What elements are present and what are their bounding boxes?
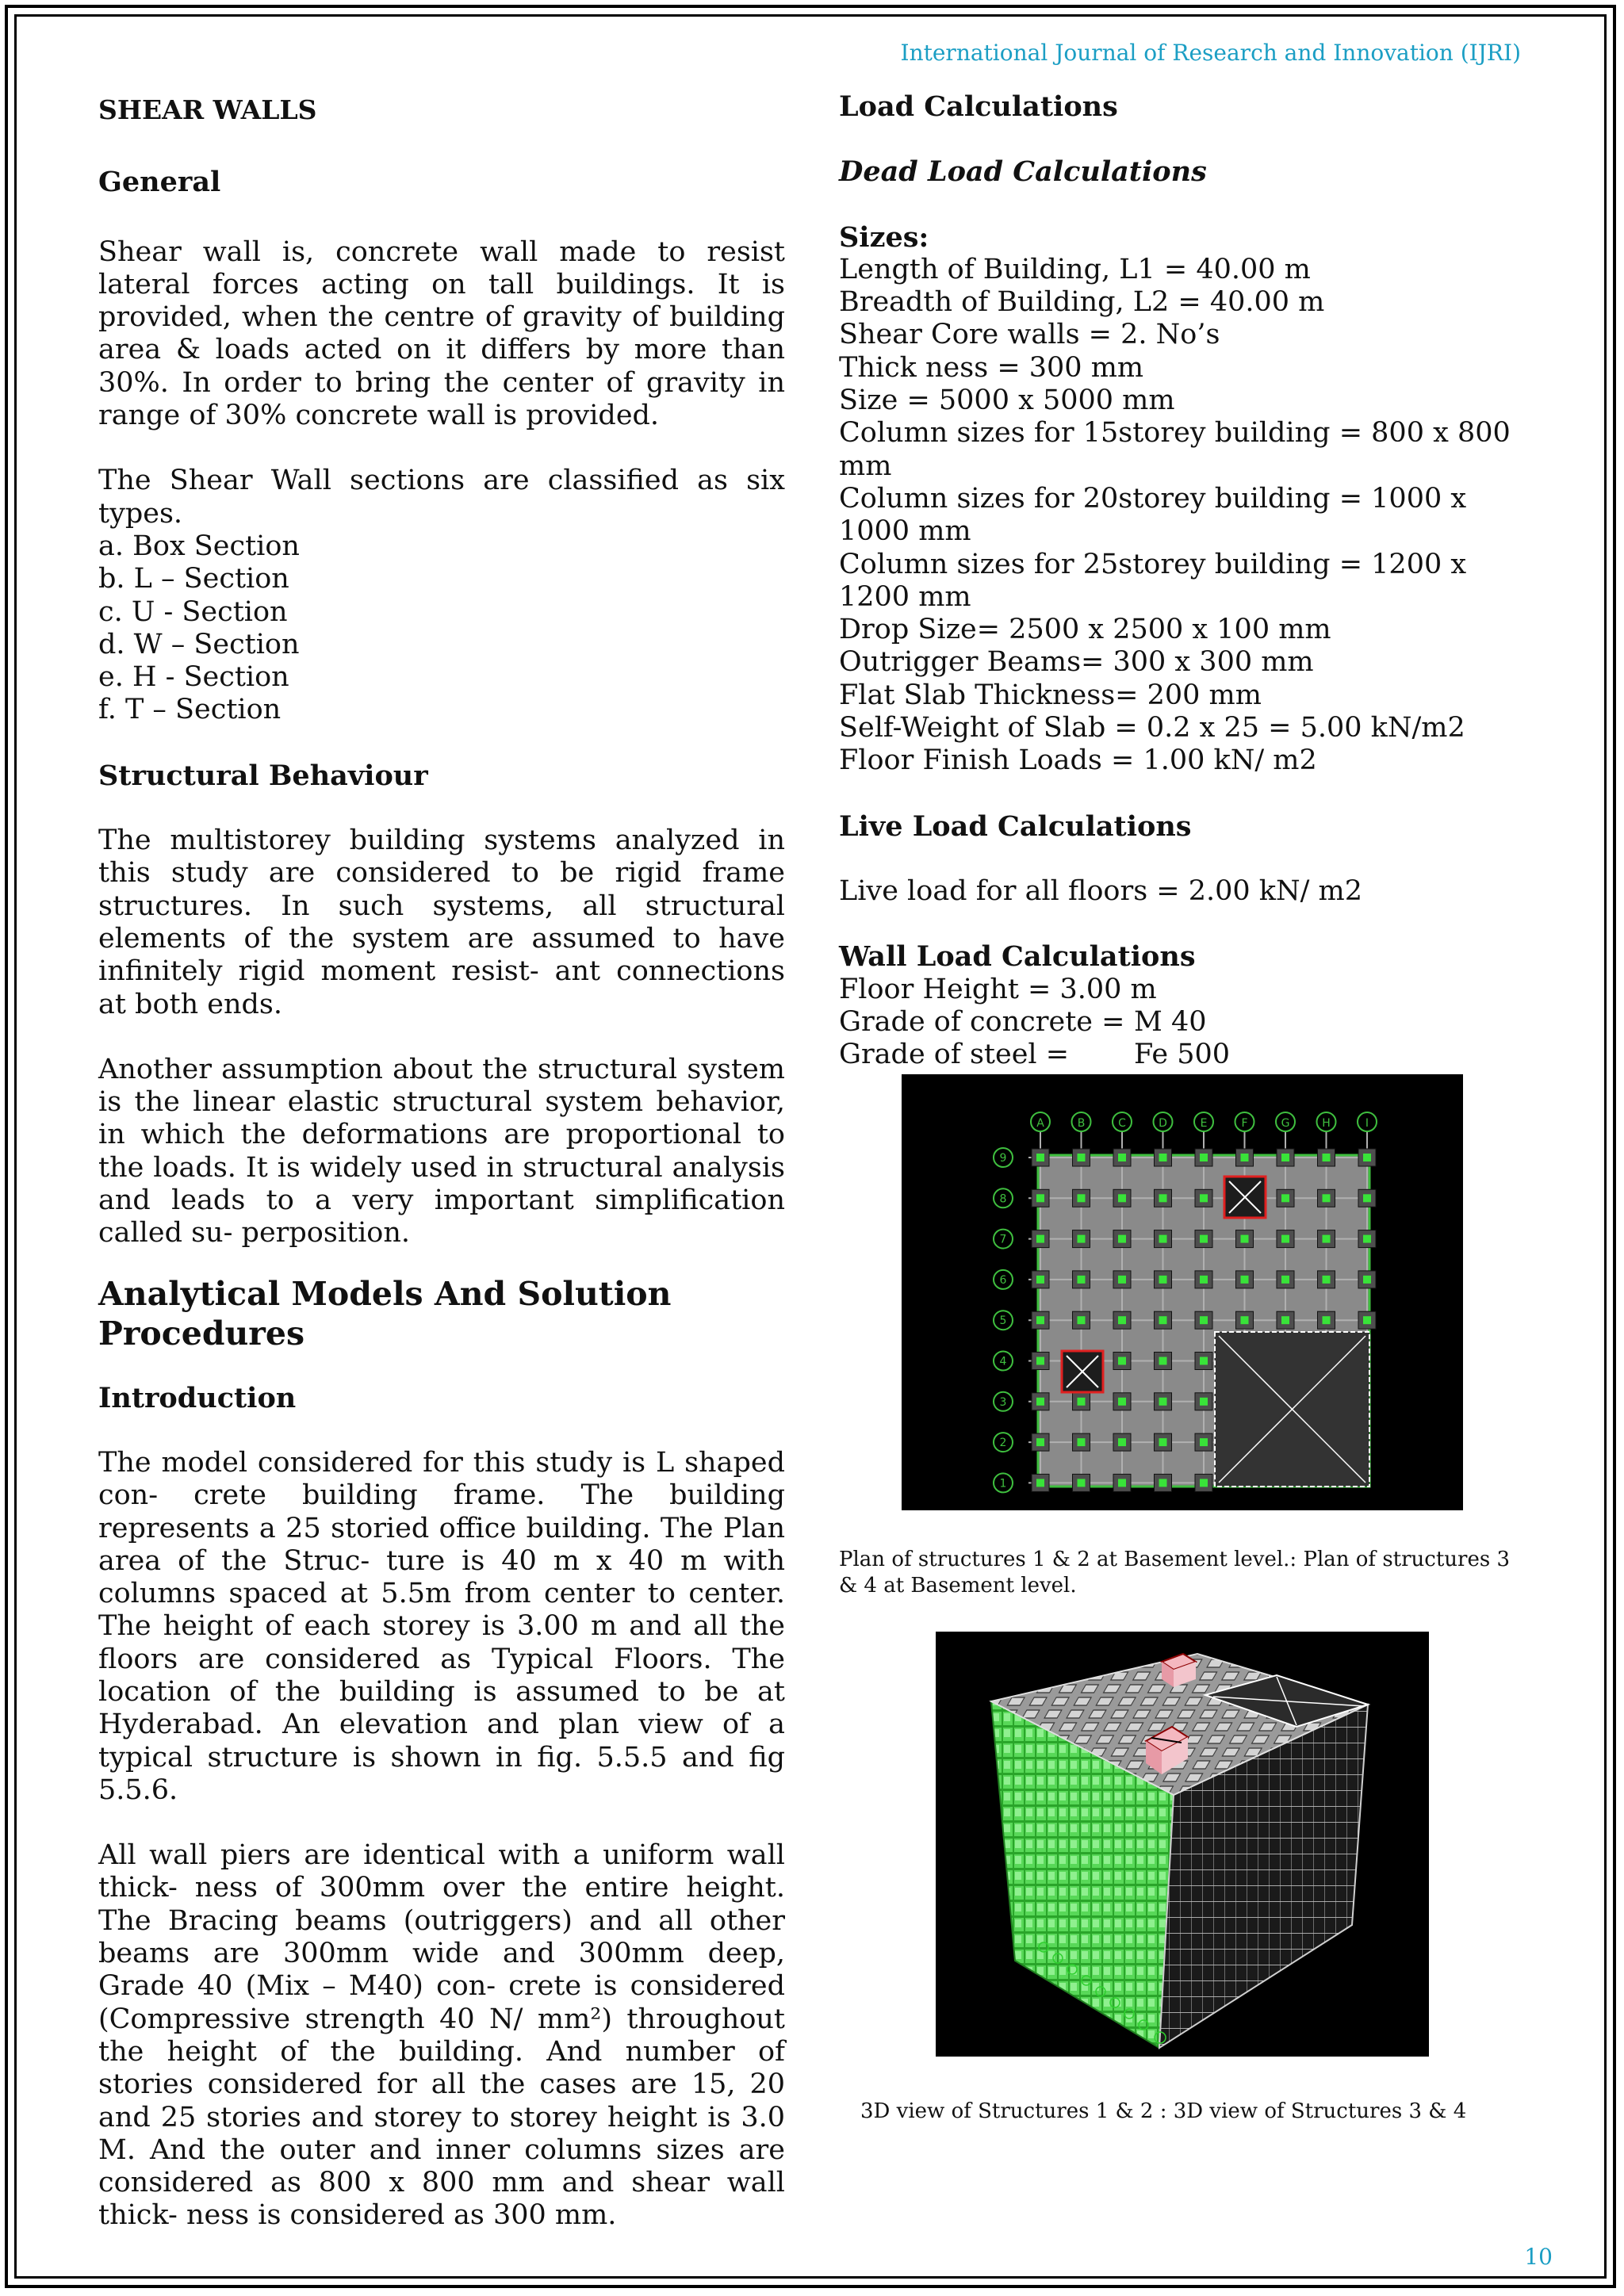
heading-structural-behaviour: Structural Behaviour (98, 759, 428, 792)
size-item: Breadth of Building, L2 = 40.00 m (839, 286, 1325, 319)
plan-column-node (1078, 1438, 1086, 1446)
plan-view-figure (902, 1074, 1463, 1510)
plan-column-node (1159, 1276, 1167, 1284)
introduction-paragraph-1: The model considered for this study is L shaped con- crete building frame. The building represents a 25 storied office building. The Plan area of the Struc- ture is 40 m x 40 m with columns spaced at 5.5m from center to center. The height of each storey is 3.00 m and all the floors are considered as Typical Floors. The location of the building is assumed to be at Hyderabad. An elevation and plan view of a typical structure is shown in fig. 5.5.5 and fig 5.5.6. (98, 1446, 785, 1806)
heading-general: General (98, 166, 221, 199)
journal-header: International Journal of Research and Innovation (IJRI) (900, 40, 1521, 66)
grade-steel-value: Fe 500 (1134, 1039, 1231, 1071)
plan-column-node (1159, 1316, 1167, 1324)
3d-caption: 3D view of Structures 1 & 2 : 3D view of Structures 3 & 4 (860, 2099, 1467, 2123)
plan-grid-label: 6 (999, 1273, 1007, 1287)
heading-dead-load: Dead Load Calculations (839, 155, 1207, 189)
section-type-item: b. L – Section (98, 563, 289, 595)
plan-column-node (1363, 1316, 1371, 1324)
plan-column-node (1323, 1276, 1331, 1284)
sizes-list (839, 254, 1526, 778)
plan-caption: Plan of structures 1 & 2 at Basement level.: Plan of structures 3 & 4 at Basement level. (839, 1548, 1511, 1598)
size-item: Column sizes for 20storey building = 1000 x 1000 mm (839, 482, 1467, 548)
plan-column-node (1281, 1194, 1289, 1202)
plan-grid-label: I (1365, 1117, 1369, 1130)
heading-introduction: Introduction (98, 1381, 297, 1414)
plan-column-node (1118, 1194, 1126, 1202)
heading-analytical-models: Analytical Models And Solution Procedures (98, 1274, 672, 1353)
grade-concrete-label: Grade of concrete = (839, 1005, 1125, 1038)
size-item: Column sizes for 25storey building = 1200 x 1200 mm (839, 548, 1467, 613)
plan-column-node (1159, 1479, 1167, 1487)
plan-column-node (1078, 1316, 1086, 1324)
plan-grid-label: 4 (999, 1355, 1007, 1368)
plan-view-drawing (902, 1074, 1463, 1510)
plan-column-node (1036, 1235, 1044, 1243)
plan-column-node (1078, 1235, 1086, 1243)
plan-column-node (1323, 1235, 1331, 1243)
plan-grid-label: B (1077, 1117, 1086, 1130)
plan-column-node (1200, 1316, 1208, 1324)
3d-view-drawing (936, 1632, 1429, 2057)
general-paragraph: Shear wall is, concrete wall made to resist lateral forces acting on tall buildings. It is provided, when the centre of gravity of building area & loads acted on it differs by more than 30%. In order to bring the center of gravity in range of 30% concrete wall is provided. (98, 235, 785, 432)
section-type-item: a. Box Section (98, 530, 300, 562)
size-item: Thick ness = 300 mm (839, 351, 1144, 384)
plan-column-node (1323, 1316, 1331, 1324)
plan-column-node (1281, 1235, 1289, 1243)
size-item: Shear Core walls = 2. No’s (839, 319, 1220, 351)
plan-column-node (1200, 1357, 1208, 1365)
plan-column-node (1118, 1235, 1126, 1243)
plan-column-node (1241, 1154, 1249, 1161)
plan-grid-label: 7 (999, 1233, 1007, 1246)
plan-column-node (1241, 1316, 1249, 1324)
plan-column-node (1323, 1194, 1331, 1202)
heading-sizes: Sizes: (839, 220, 929, 254)
heading-live-load: Live Load Calculations (839, 809, 1192, 843)
plan-column-node (1200, 1194, 1208, 1202)
section-type-item: c. U - Section (98, 595, 288, 628)
size-item: Self-Weight of Slab = 0.2 x 25 = 5.00 kN/m2 (839, 712, 1465, 744)
plan-column-node (1159, 1398, 1167, 1406)
grade-concrete-value: M 40 (1134, 1005, 1207, 1038)
plan-column-node (1036, 1276, 1044, 1284)
plan-column-node (1281, 1316, 1289, 1324)
plan-column-node (1363, 1154, 1371, 1161)
plan-column-node (1078, 1194, 1086, 1202)
section-type-item: f. T – Section (98, 694, 282, 726)
grade-concrete-row (839, 1006, 1526, 1039)
section-type-item: d. W – Section (98, 628, 300, 660)
plan-column-node (1159, 1357, 1167, 1365)
plan-column-node (1036, 1316, 1044, 1324)
floor-height: Floor Height = 3.00 m (839, 973, 1157, 1005)
plan-column-node (1118, 1316, 1126, 1324)
plan-column-node (1363, 1235, 1371, 1243)
plan-column-node (1118, 1438, 1126, 1446)
plan-column-node (1200, 1154, 1208, 1161)
plan-column-node (1036, 1194, 1044, 1202)
plan-column-node (1200, 1479, 1208, 1487)
plan-grid-label: D (1159, 1117, 1167, 1130)
plan-column-node (1078, 1276, 1086, 1284)
section-types-list (98, 530, 785, 727)
size-item: Outrigger Beams= 300 x 300 mm (839, 646, 1314, 679)
plan-column-node (1036, 1438, 1044, 1446)
size-item: Flat Slab Thickness= 200 mm (839, 679, 1262, 711)
size-item: Size = 5000 x 5000 mm (839, 385, 1175, 417)
plan-column-node (1363, 1194, 1371, 1202)
plan-column-node (1078, 1154, 1086, 1161)
behaviour-paragraph-2: Another assumption about the structural system is the linear elastic structural system behavior, in which the deformations are proportional to the loads. It is widely used in structural analysis and leads to a very important simplification called su- perposition. (98, 1053, 785, 1249)
plan-grid-label: 3 (999, 1395, 1007, 1409)
plan-column-node (1200, 1398, 1208, 1406)
plan-column-node (1241, 1276, 1249, 1284)
plan-column-node (1281, 1154, 1289, 1161)
right-column (839, 90, 1526, 1071)
plan-column-node (1200, 1235, 1208, 1243)
plan-column-node (1118, 1154, 1126, 1161)
heading-wall-load: Wall Load Calculations (839, 940, 1196, 974)
plan-column-node (1200, 1438, 1208, 1446)
plan-grid-label: F (1241, 1117, 1248, 1130)
plan-column-node (1118, 1357, 1126, 1365)
plan-column-node (1159, 1154, 1167, 1161)
plan-column-node (1323, 1154, 1331, 1161)
3d-view-figure (936, 1632, 1429, 2057)
plan-grid-label: 9 (999, 1152, 1007, 1165)
plan-column-node (1078, 1398, 1086, 1406)
plan-column-node (1036, 1154, 1044, 1161)
size-item: Length of Building, L1 = 40.00 m (839, 253, 1311, 285)
behaviour-paragraph-1: The multistorey building systems analyzed in this study are considered to be rigid frame structures. In such systems, all structural elements of the system are assumed to have infinitely rigid moment resist- ant connections at both ends. (98, 825, 785, 1020)
page-number: 10 (1524, 2244, 1553, 2270)
plan-column-node (1159, 1438, 1167, 1446)
plan-column-node (1036, 1479, 1044, 1487)
plan-grid-label: H (1322, 1117, 1331, 1130)
section-title-shear-walls: SHEAR WALLS (98, 94, 317, 125)
size-item: Drop Size= 2500 x 2500 x 100 mm (839, 614, 1331, 646)
live-load-text: Live load for all floors = 2.00 kN/ m2 (839, 874, 1362, 907)
plan-column-node (1159, 1235, 1167, 1243)
plan-column-node (1159, 1194, 1167, 1202)
plan-column-node (1241, 1235, 1249, 1243)
plan-grid-label: 2 (999, 1437, 1007, 1450)
plan-column-node (1078, 1479, 1086, 1487)
plan-grid-label: E (1200, 1117, 1208, 1130)
plan-column-node (1200, 1276, 1208, 1284)
plan-grid-label: C (1118, 1117, 1126, 1130)
plan-grid-label: 5 (999, 1314, 1007, 1328)
grade-steel-label: Grade of steel = (839, 1039, 1070, 1071)
size-item: Column sizes for 15storey building = 800 x 800 mm (839, 417, 1511, 482)
plan-column-node (1036, 1398, 1044, 1406)
plan-column-node (1281, 1276, 1289, 1284)
plan-grid-label: G (1281, 1117, 1290, 1130)
plan-grid-label: A (1036, 1117, 1044, 1130)
heading-load-calculations: Load Calculations (839, 90, 1118, 123)
plan-grid-label: 1 (999, 1477, 1007, 1490)
introduction-paragraph-2: All wall piers are identical with a uniform wall thick- ness of 300mm over the entire height. The Bracing beams (outriggers) and all other beams are 300mm wide and 300mm deep, Grade 40 (Mix – M40) con- crete is considered (Compressive strength 40 N/ mm²) throughout the height of the building. And number of stories considered for all the cases are 15, 20 and 25 stories and storey to storey height is 3.0 M. And the outer and inner columns sizes are considered as 800 x 800 mm and shear wall thick- ness is considered as 300 mm. (98, 1839, 785, 2232)
plan-column-node (1363, 1276, 1371, 1284)
plan-column-node (1036, 1357, 1044, 1365)
plan-column-node (1118, 1398, 1126, 1406)
size-item: Floor Finish Loads = 1.00 kN/ m2 (839, 744, 1317, 777)
grade-steel-row (839, 1039, 1526, 1071)
left-column (98, 94, 785, 2233)
types-intro: The Shear Wall sections are classified as six types. (98, 465, 785, 530)
plan-column-node (1118, 1479, 1126, 1487)
section-type-item: e. H - Section (98, 661, 289, 694)
plan-column-node (1118, 1276, 1126, 1284)
plan-grid-label: 8 (999, 1192, 1007, 1206)
